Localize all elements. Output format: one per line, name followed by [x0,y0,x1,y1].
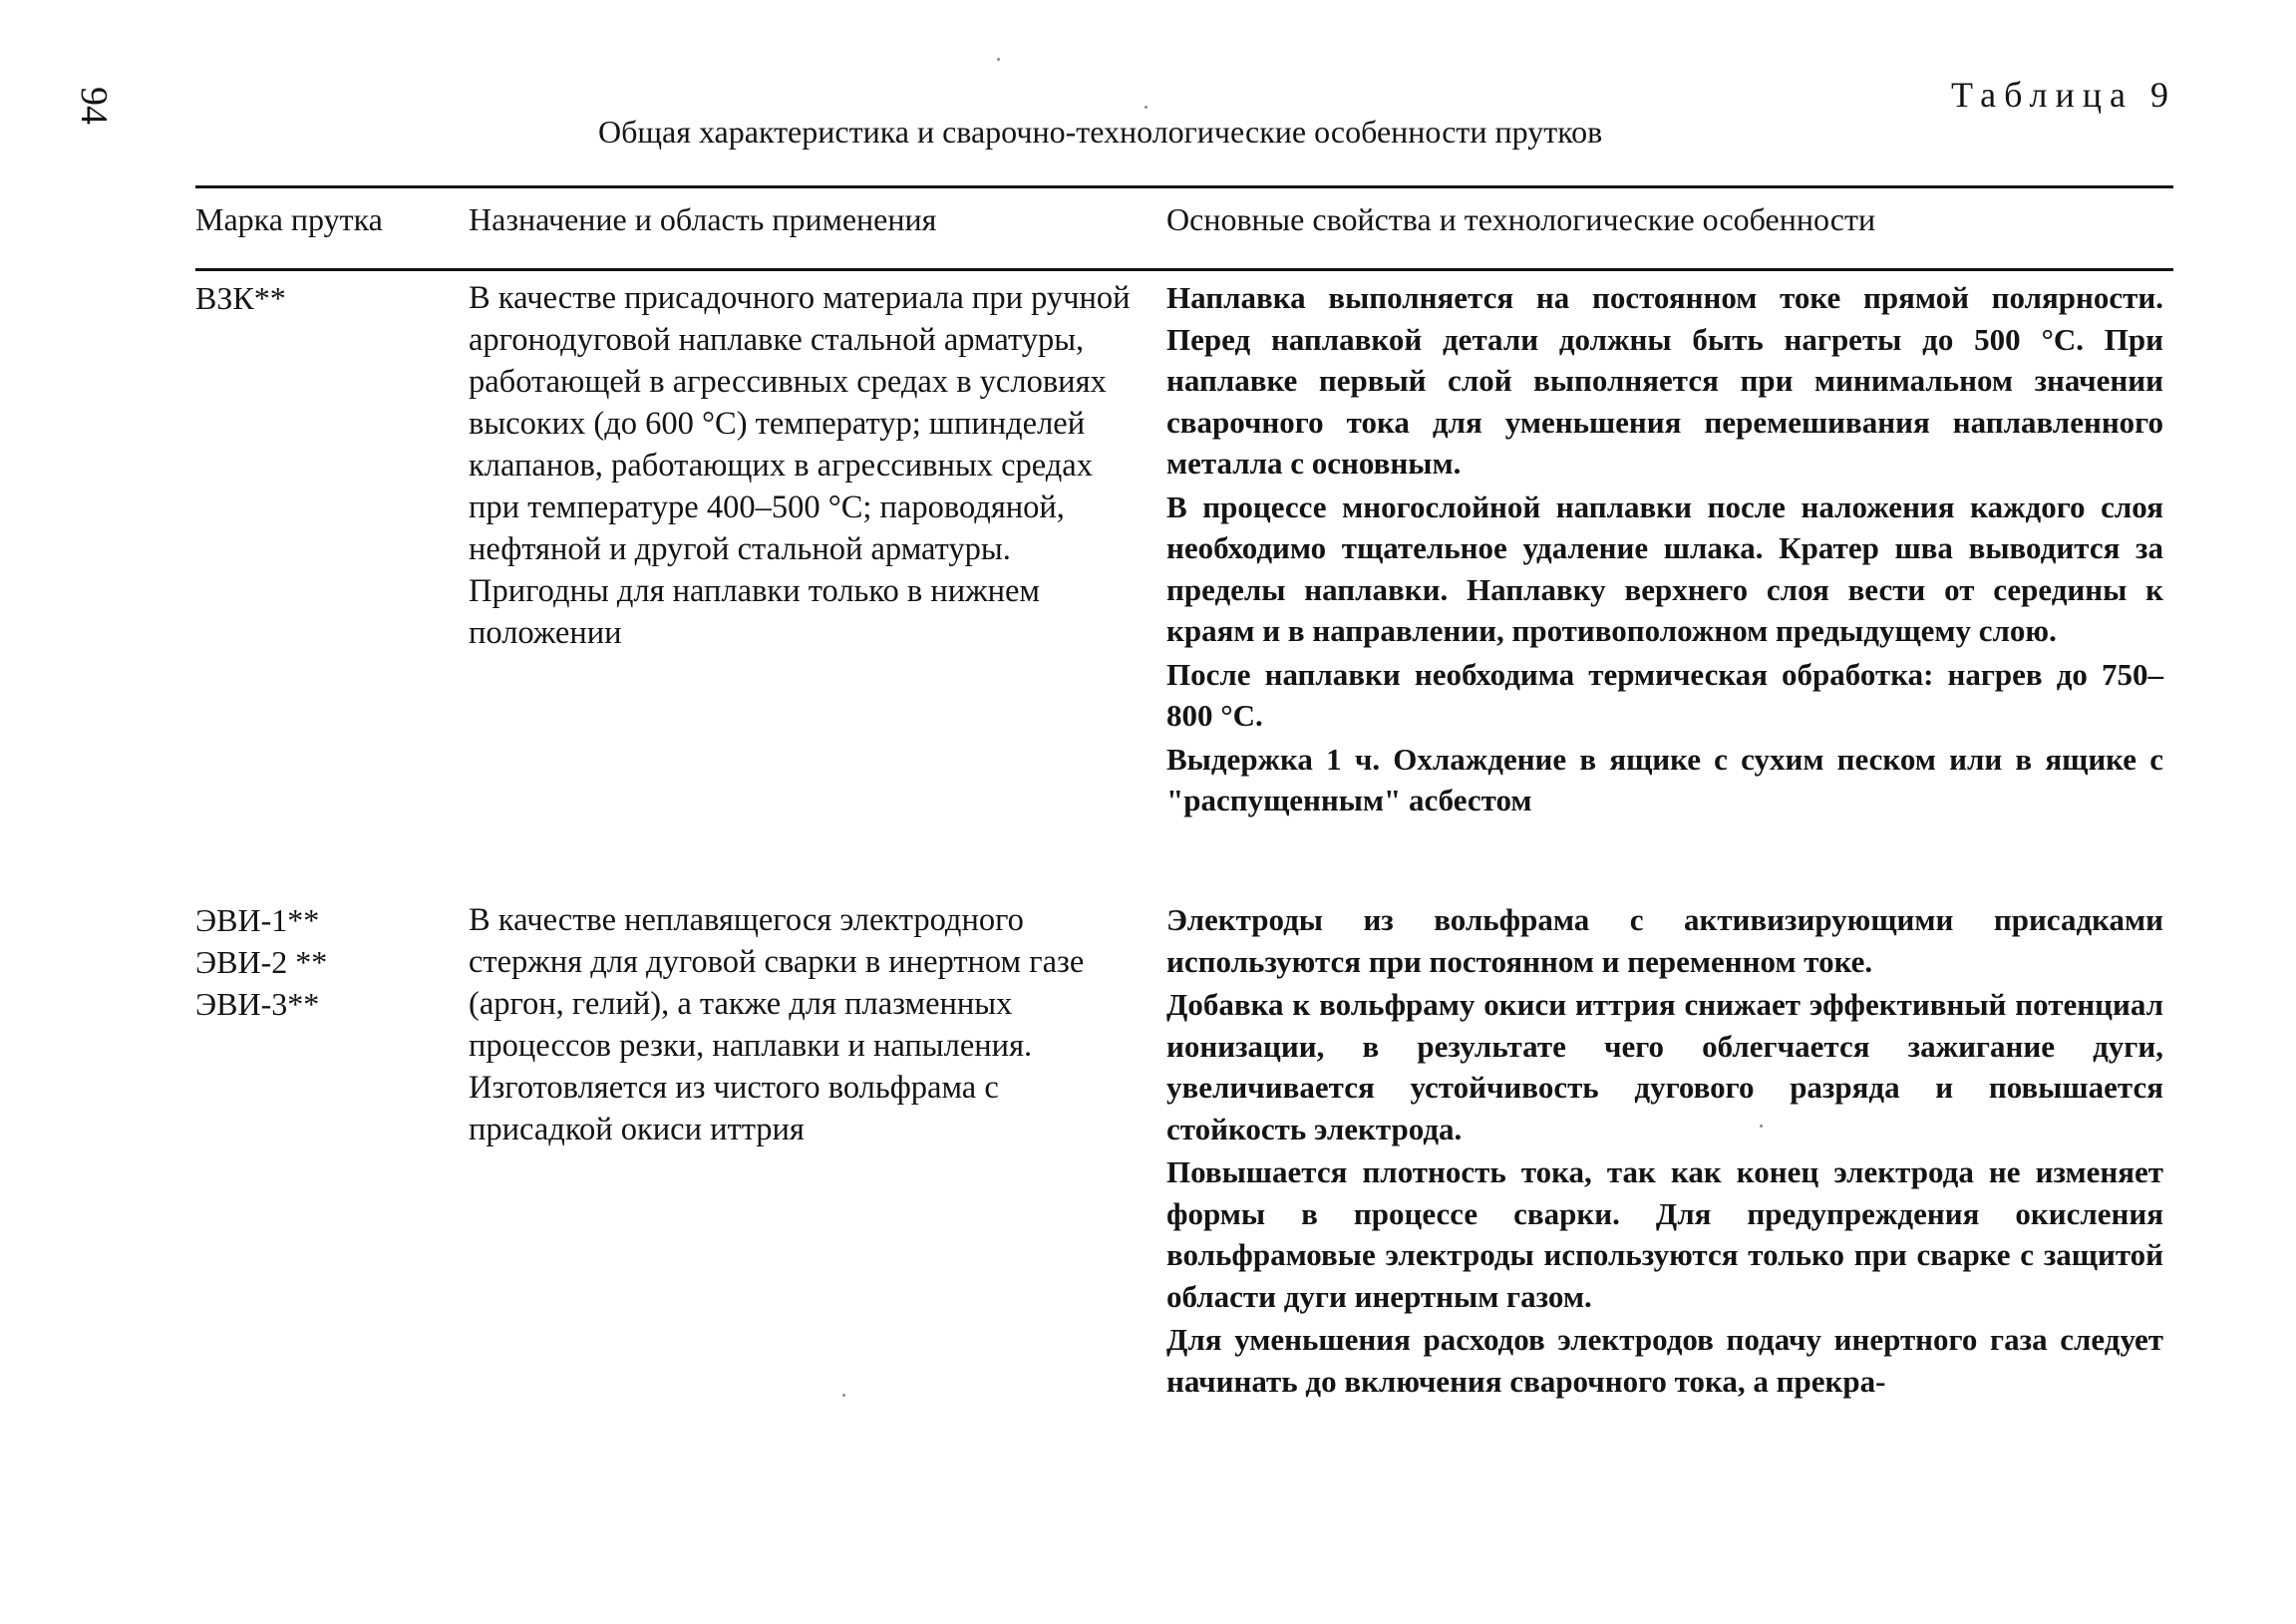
page-number: 94 [73,87,115,125]
row-2-properties [1166,899,2163,1404]
row-1-mark: ВЗК** [195,280,286,316]
row-1-property-paragraph: После наплавки необходима термическая обработка: нагрев до 750–800 °С. [1166,656,2163,733]
header-properties: Основные свойства и технологические особенности [1166,201,1876,237]
table-top-rule [195,185,2173,188]
row-2-property-paragraph: Повышается плотность тока, так как конец электрода не изменяет формы в процессе сварки. Для предупреждения окисления вольфрамовые электроды используются только при сварке с защитой области дуги инертным газом. [1166,1154,2163,1314]
row-1-property-paragraph: Выдержка 1 ч. Охлаждение в ящике с сухим песком или в ящике с "распущенным" асбестом [1166,741,2163,817]
row-1-property-paragraph: Наплавка выполняется на постоянном токе прямой полярности. Перед наплавкой детали должны быть нагреты до 500 °С. При наплавке первый слой выполняется при минимальном значении сварочного тока для уменьшения перемешивания наплавленного металла с основным. [1166,280,2163,481]
row-2-property-paragraph: Добавка к вольфраму окиси иттрия снижает эффективный потенциал ионизации, в результате чего облегчается зажигание дуги, увеличивается устойчивость дугового разряда и повышается стойкость электрода. [1166,987,2163,1146]
table-caption: Общая характеристика и сварочно-технологические особенности прутков [598,114,1603,150]
header-purpose: Назначение и область применения [469,201,937,237]
row-1-purpose: В качестве присадочного материала при ручной аргонодуговой наплавке стальной арматуры, работающей в агрессивных средах в условиях высоких (до 600 °С) температур; шпинделей клапанов, работающих в агрессивных средах при температуре 400–500 °С; пароводяной, нефтяной и другой стальной арматуры. Пригодны для наплавки только в нижнем положении [469,280,1131,651]
table-label: Таблица 9 [1951,75,2176,115]
row-2-property-paragraph: Для уменьшения расходов электродов подачу инертного газа следует начинать до включения сварочного тока, а прекра- [1166,1322,2163,1399]
row-1-property-paragraph: В процессе многослойной наплавки после наложения каждого слоя необходимо тщательное удаление шлака. Кратер шва выводится за пределы наплавки. Наплавку верхнего слоя вести от середины к краям и в направлении, противоположном предыдущему слою. [1166,488,2163,648]
row-2-mark: ЭВИ-1** ЭВИ-2 ** ЭВИ-3** [195,902,328,1022]
row-1-properties [1166,277,2163,823]
row-2-purpose: В качестве неплавящегося электродного стержня для дуговой сварки в инертном газе (аргон, гелий), а также для плазменных процессов резки, наплавки и напыления. Изготовляется из чистого вольфрама с присадкой окиси иттрия [469,902,1085,1147]
header-mark: Марка прутка [195,201,383,237]
row-2-property-paragraph: Электроды из вольфрама с активизирующими присадками используются при постоянном и переменном токе. [1166,902,2163,979]
header-bottom-rule [195,268,2173,271]
